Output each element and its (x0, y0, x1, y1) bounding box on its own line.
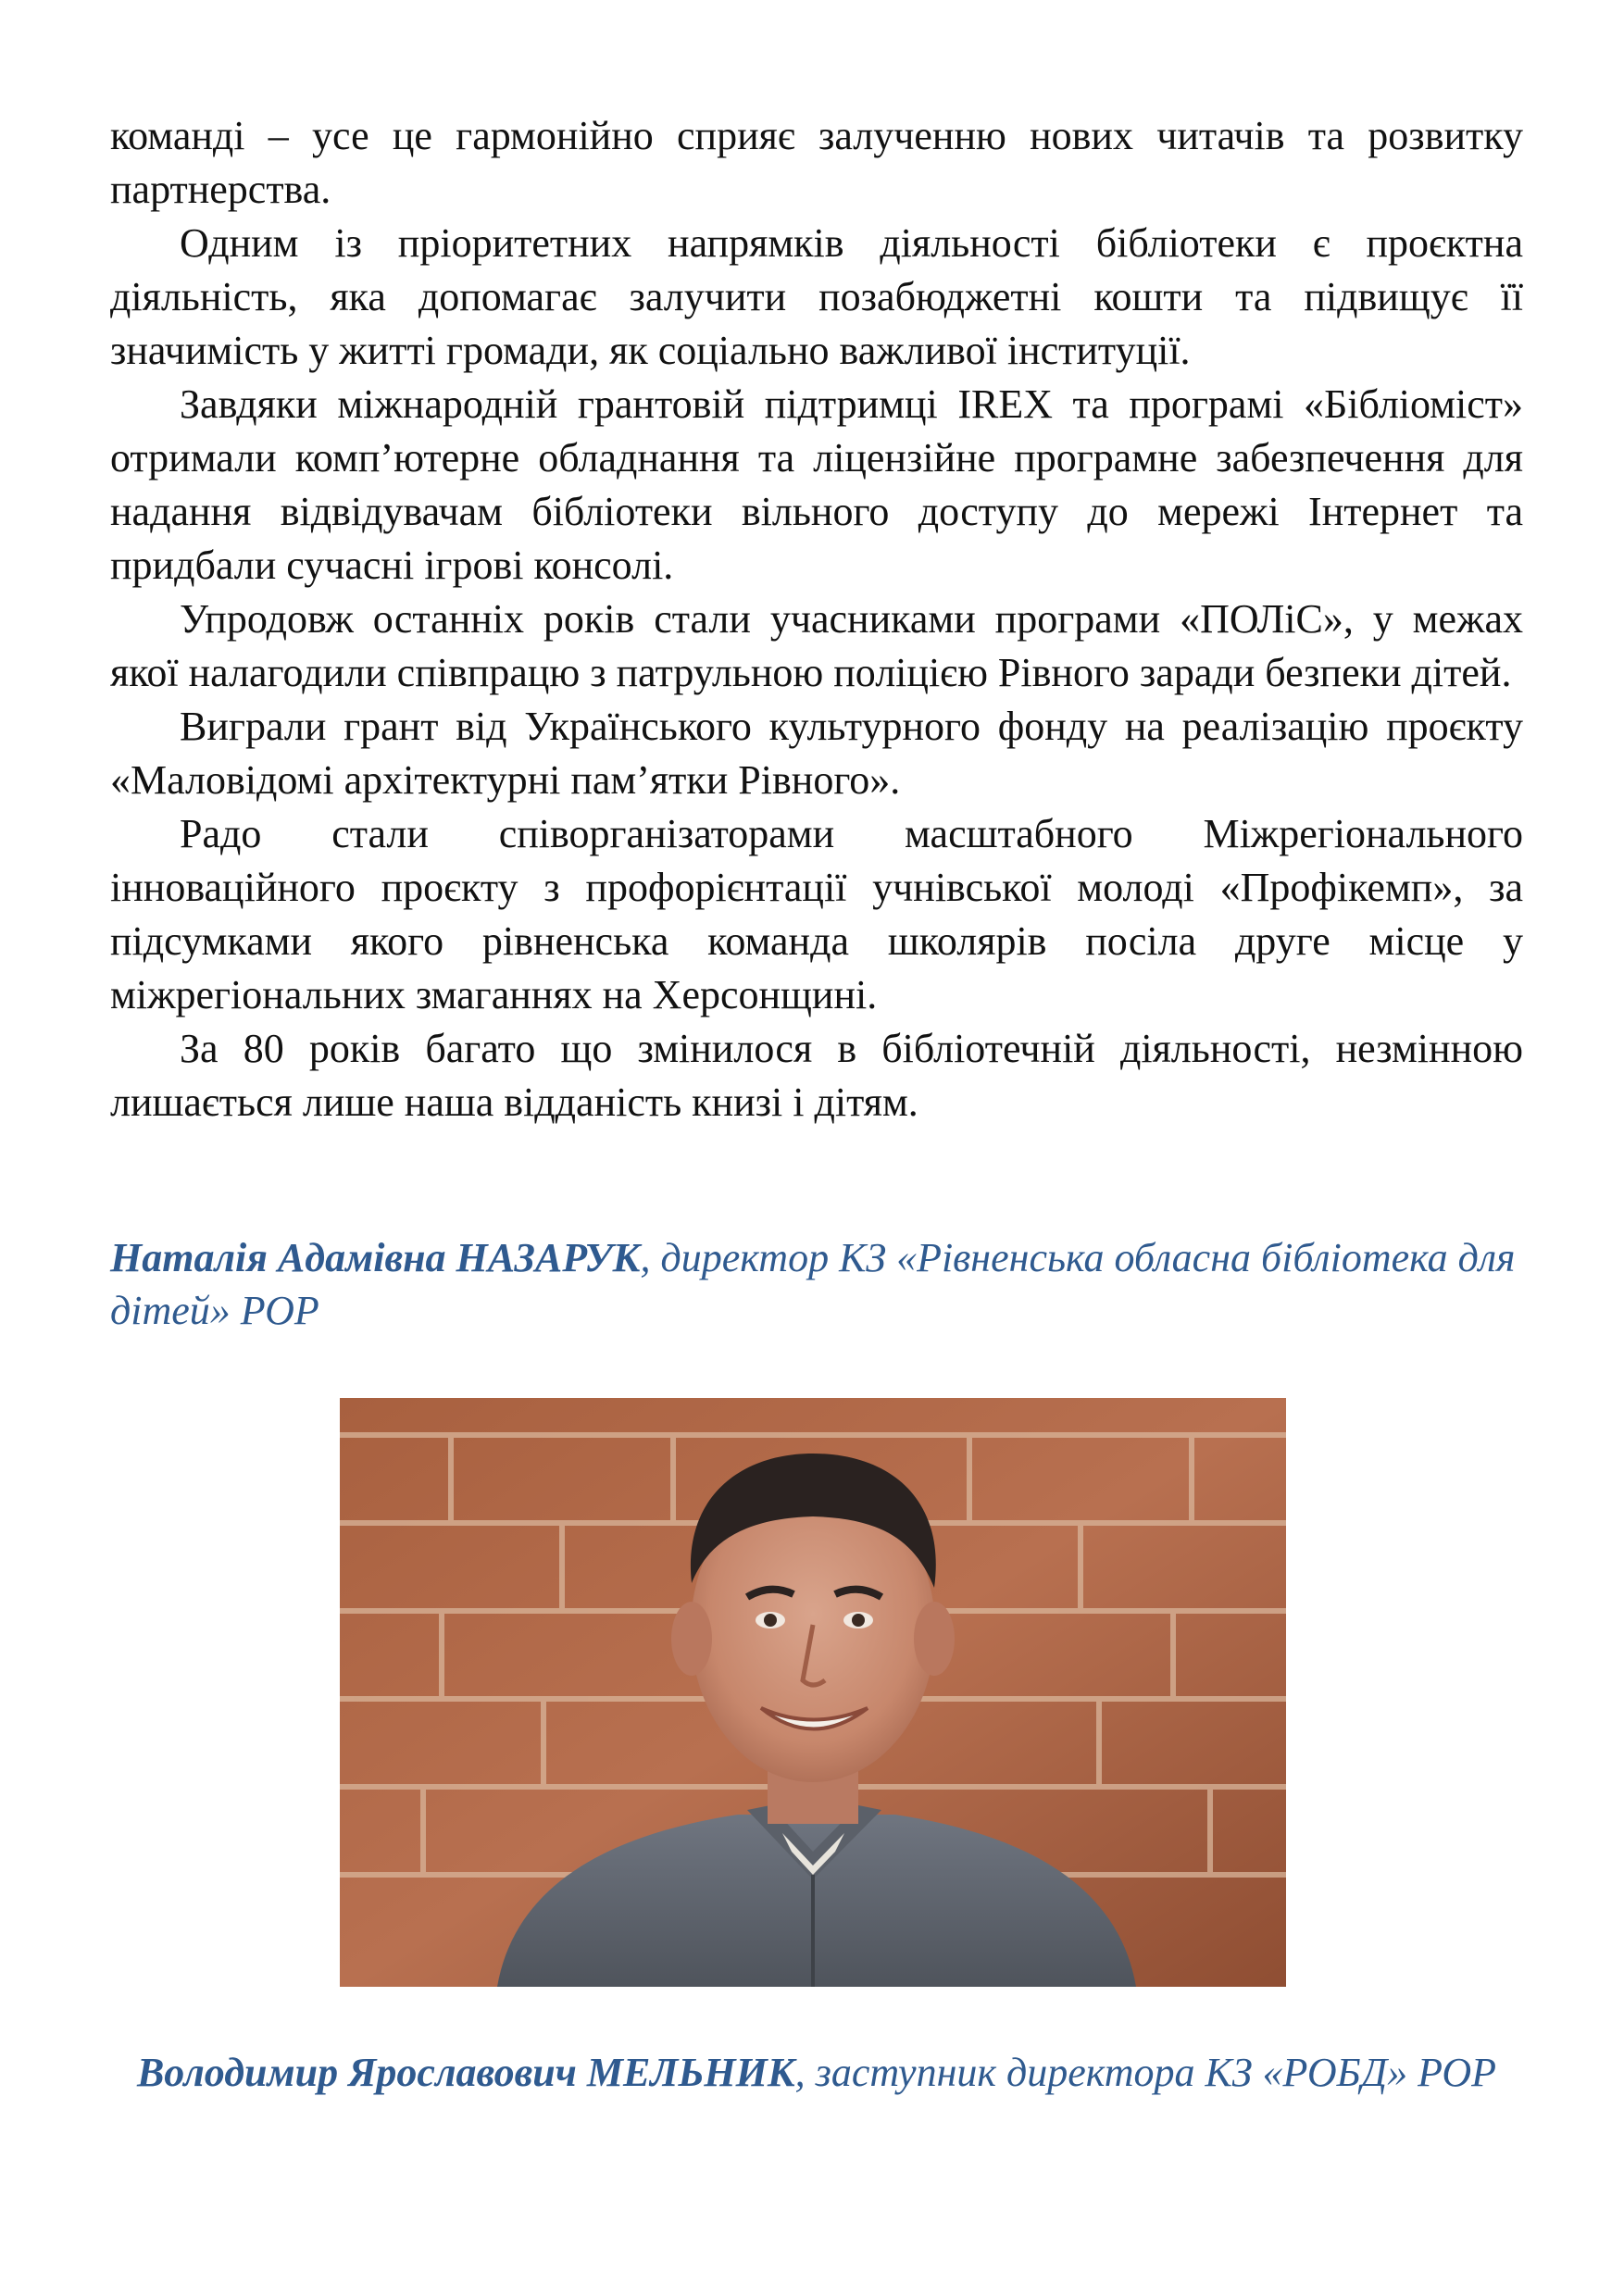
paragraph-1: команді – усе це гармонійно сприяє залученню нових читачів та розвитку партнерства. (110, 113, 1523, 212)
paragraph-6: Радо стали співорганізаторами масштабного Міжрегіонального інноваційного проєкту з профорієнтації учнівської молоді «Профікемп», за підсумками якого рівненська команда школярів посіла друге місце у міжрегіональних змаганнях на Херсонщині. (110, 811, 1523, 1017)
photo-caption (110, 2046, 1523, 2099)
portrait-illustration (340, 1398, 1286, 1987)
photo-person-name: Володимир Ярославович МЕЛЬНИК (136, 2050, 795, 2095)
photo-person-role: , заступник директора КЗ «РОБД» РОР (794, 2050, 1497, 2095)
author-name: Наталія Адамівна НАЗАРУК (110, 1235, 641, 1280)
author-caption (110, 1231, 1523, 1337)
paragraph-3: Завдяки міжнародній грантовій підтримці IREX та програмі «Бібліоміст» отримали комп’ютерне обладнання та ліцензійне програмне забезпечення для надання відвідувачам бібліотеки вільного доступу до мережі Інтернет та придбали сучасні ігрові консолі. (110, 381, 1523, 588)
portrait-photo (340, 1398, 1286, 1987)
paragraph-5: Виграли грант від Українського культурного фонду на реалізацію проєкту «Маловідомі архітектурні пам’ятки Рівного». (110, 704, 1523, 803)
document-body (110, 109, 1523, 1129)
author-role: , директор КЗ «Рівненська обласна бібліотека для дітей» РОР (110, 1235, 1516, 1333)
paragraph-2: Одним із пріоритетних напрямків діяльності бібліотеки є проєктна діяльність, яка допомагає залучити позабюджетні кошти та підвищує її значимість у житті громади, як соціально важливої інституції. (110, 220, 1523, 373)
paragraph-4: Упродовж останніх років стали учасниками програми «ПОЛіС», у межах якої налагодили співпрацю з патрульною поліцією Рівного заради безпеки дітей. (110, 596, 1523, 695)
paragraph-7: За 80 років багато що змінилося в бібліотечній діяльності, незмінною лишається лише наша відданість книзі і дітям. (110, 1026, 1523, 1125)
